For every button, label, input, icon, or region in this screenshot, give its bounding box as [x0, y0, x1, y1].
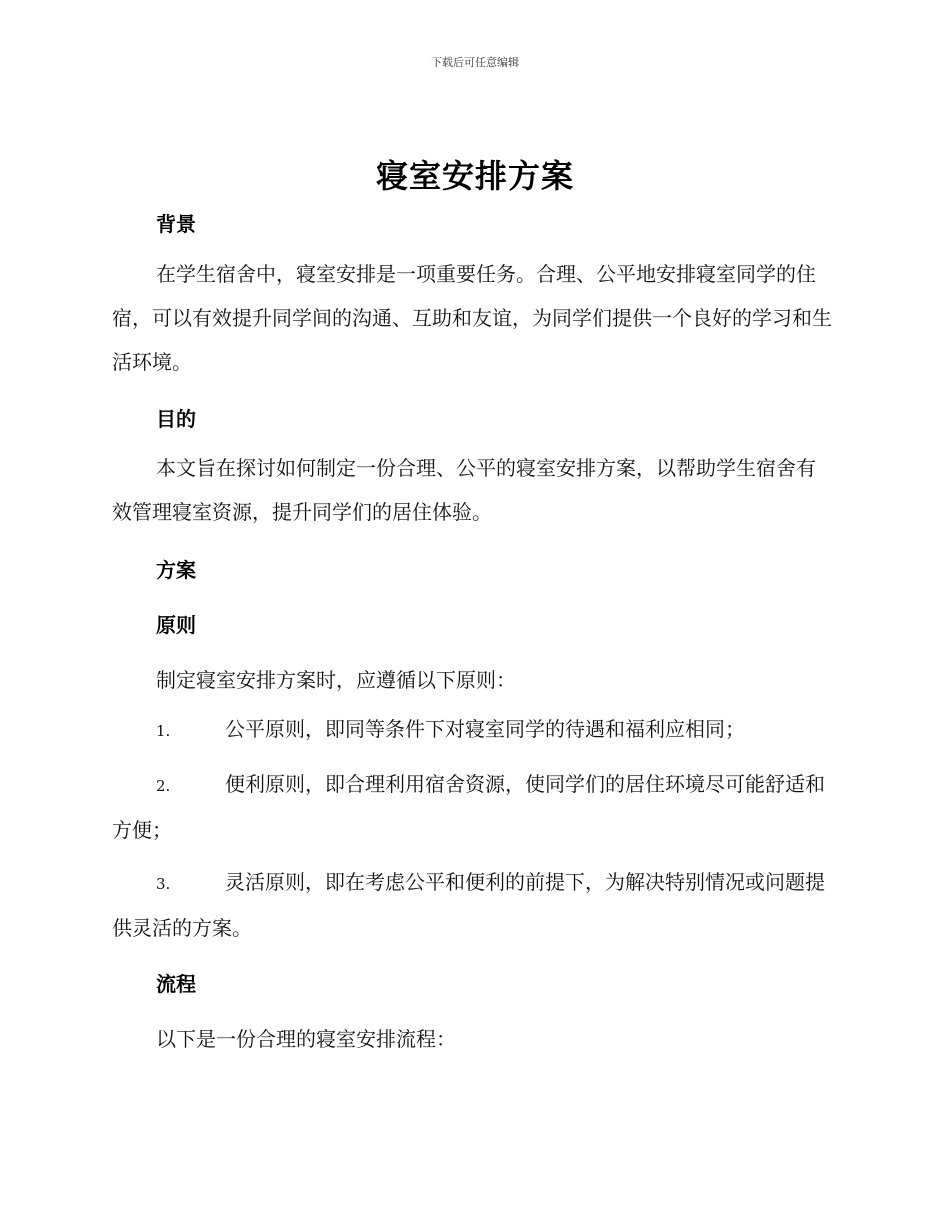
header-note: 下载后可任意编辑 — [431, 56, 519, 69]
section-heading-background: 背景 — [156, 212, 196, 236]
section-heading-purpose: 目的 — [156, 407, 196, 431]
list-number: 2. — [156, 777, 171, 795]
principle-item-1 — [112, 707, 832, 753]
principle-item-2 — [112, 762, 832, 852]
section-heading-process: 流程 — [156, 972, 196, 996]
purpose-paragraph: 本文旨在探讨如何制定一份合理、公平的寝室安排方案，以帮助学生宿舍有效管理寝室资源，提升同学们的居住体验。 — [112, 456, 816, 524]
list-text: 灵活原则，即在考虑公平和便利的前提下，为解决特别情况或问题提供灵活的方案。 — [112, 870, 825, 940]
section-heading-plan: 方案 — [156, 558, 196, 582]
process-intro: 以下是一份合理的寝室安排流程： — [156, 1027, 456, 1051]
section-heading-principle: 原则 — [156, 613, 196, 637]
principle-intro: 制定寝室安排方案时，应遵循以下原则： — [156, 668, 516, 692]
list-text: 公平原则，即同等条件下对寝室同学的待遇和福利应相同； — [225, 717, 745, 741]
list-text: 便利原则，即合理利用宿舍资源，使同学们的居住环境尽可能舒适和方便； — [112, 772, 825, 842]
background-paragraph: 在学生宿舍中，寝室安排是一项重要任务。合理、公平地安排寝室同学的住宿，可以有效提升同学间的沟通、互助和友谊，为同学们提供一个良好的学习和生活环境。 — [112, 262, 832, 374]
document-title: 寝室安排方案 — [375, 157, 574, 195]
list-number: 3. — [156, 875, 171, 893]
list-number: 1. — [156, 722, 171, 740]
principle-item-3 — [112, 860, 832, 950]
